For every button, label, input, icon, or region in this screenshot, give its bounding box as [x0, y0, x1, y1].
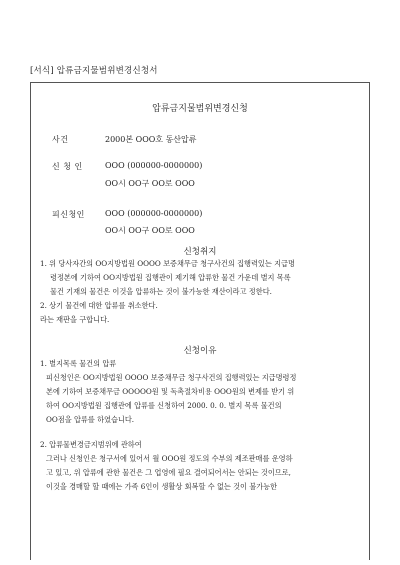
reason-title: 신청이유	[183, 346, 217, 356]
document-title: 압류금지물범위변경신청	[152, 104, 248, 114]
reason-line: 하여 OO지방법원 집행관에 압류를 신청하여 2000. 0. 0. 별지 목록 물건의	[46, 401, 282, 410]
applicant-label: 신 청 인	[52, 162, 83, 171]
document-frame	[30, 82, 370, 560]
case-value: 2000본 OOO호 동산압류	[105, 135, 197, 144]
form-label: [서식] 압류금지물범위변경신청서	[30, 66, 158, 76]
reason-line: 이것을 경매할 할 때에는 가족 6인이 생활상 회복할 수 없는 것이 불가능한	[46, 482, 278, 491]
purpose-line: 2. 상기 물건에 대한 압류를 취소한다.	[40, 301, 158, 310]
reason-line: 그러나 신청인은 청구서에 있어서 월 OOO원 정도의 수부의 제조판매를 운영하	[46, 454, 293, 463]
case-label: 사건	[52, 135, 69, 144]
applicant-address: OO시 OO구 OO로 OOO	[105, 179, 195, 188]
reason-subtitle-2: 2. 압류물변경금지범위에 관하여	[40, 440, 142, 449]
reason-line: OO점을 압류를 하였습니다.	[46, 415, 135, 424]
reason-subtitle-1: 1. 별지목록 물건의 압류	[40, 359, 117, 368]
applicant-id: OOO (000000-0000000)	[105, 161, 203, 170]
reason-line: 피신청인은 OO지방법원 OOOO 보증채무금 청구사건의 집행력있는 지급명령정	[46, 373, 297, 382]
purpose-line: 라는 재판을 구합니다.	[40, 315, 110, 324]
purpose-title: 신청취지	[183, 247, 217, 257]
respondent-address: OO시 OO구 OO로 OOO	[105, 226, 195, 235]
reason-line: 고 있고, 위 압류에 관한 물건은 그 업영에 필요 결여되어서는 안되는 것이므로,	[46, 468, 291, 477]
respondent-id: OOO (000000-0000000)	[105, 209, 203, 218]
purpose-line: 1. 위 당사자간의 OO지방법원 OOOO 보증채무금 청구사건의 집행력있는 지급명	[40, 259, 295, 268]
purpose-line: 물건 기재의 물건은 이것을 압류하는 것이 불가능한 재산이라고 정한다.	[50, 287, 272, 296]
reason-line: 본에 기하여 보증채무금 OOOOO원 및 독촉절차비용 OOO원의 변제를 받기 위	[46, 387, 295, 396]
respondent-label: 피신청인	[52, 210, 85, 219]
purpose-line: 령정본에 기하여 OO지방법원 집행관이 제기해 압류한 물건 가운데 별지 목록	[50, 273, 291, 282]
